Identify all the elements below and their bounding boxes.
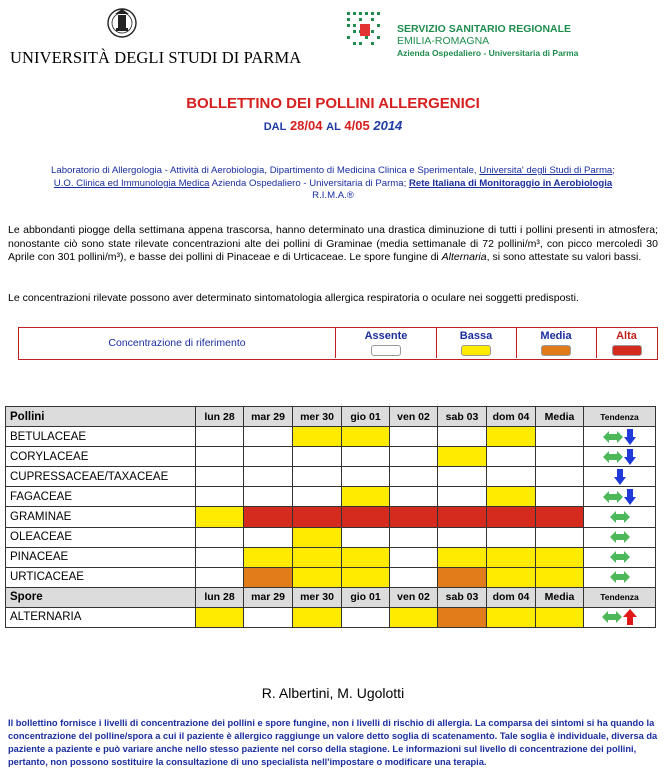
summary-italic: Alternaria: [441, 251, 487, 263]
level-cell: [196, 607, 244, 627]
legend-level-alta: [596, 328, 657, 358]
legend-label: Concentrazione di riferimento: [19, 328, 336, 358]
legend-level-media: [516, 328, 597, 358]
taxon-name: BETULACEAE: [6, 427, 196, 447]
level-cell: [390, 447, 438, 467]
level-cell: [438, 527, 487, 547]
level-cell: [536, 487, 584, 507]
level-cell: [390, 467, 438, 487]
level-cell: [244, 487, 293, 507]
taxon-name: OLEACEAE: [6, 527, 196, 547]
day-header: mer 30: [293, 407, 342, 427]
agency-name-line1: SERVIZIO SANITARIO REGIONALE: [397, 23, 572, 35]
day-header: Media: [536, 587, 584, 607]
level-cell: [244, 467, 293, 487]
level-cell: [536, 607, 584, 627]
agency-name-line2: EMILIA-ROMAGNA: [397, 35, 490, 47]
level-cell: [438, 507, 487, 527]
day-header: gio 01: [342, 407, 390, 427]
legend-swatch: [461, 345, 491, 356]
level-cell: [244, 567, 293, 587]
day-header: dom 04: [487, 407, 536, 427]
trend-stable-icon: [603, 491, 623, 503]
level-cell: [536, 467, 584, 487]
level-cell: [390, 547, 438, 567]
level-cell: [244, 547, 293, 567]
period-al: AL: [326, 121, 341, 133]
level-cell: [342, 447, 390, 467]
authors: R. Albertini, M. Ugolotti: [261, 685, 405, 701]
level-cell: [487, 527, 536, 547]
trend-down-icon: [624, 449, 636, 465]
level-cell: [293, 427, 342, 447]
trend-stable-icon: [603, 431, 623, 443]
university-logo: [8, 6, 302, 67]
level-cell: [536, 547, 584, 567]
legend-level-name: Assente: [364, 330, 408, 342]
pollen-header: Pollini: [6, 407, 196, 427]
level-cell: [342, 547, 390, 567]
trend-cell: [584, 607, 656, 627]
table-row: [6, 527, 656, 547]
table-row: [6, 467, 656, 487]
lab-text-1-end: ;: [612, 165, 615, 176]
level-cell: [390, 567, 438, 587]
level-cell: [196, 447, 244, 467]
trend-cell: [584, 447, 656, 467]
table-row: [6, 567, 656, 587]
level-cell: [487, 547, 536, 567]
day-header: mar 29: [244, 407, 293, 427]
level-cell: [487, 447, 536, 467]
level-cell: [536, 427, 584, 447]
period-end: 4/05: [344, 118, 370, 133]
day-header: gio 01: [342, 587, 390, 607]
trend-down-icon: [624, 489, 636, 505]
table-row: [6, 427, 656, 447]
level-cell: [487, 507, 536, 527]
spore-header-row: [6, 587, 656, 607]
lab-text-3: R.I.M.A.®: [312, 190, 354, 201]
legend-level-bassa: [436, 328, 517, 358]
trend-up-icon: [623, 609, 637, 625]
trend-stable-icon: [602, 611, 622, 623]
level-cell: [342, 427, 390, 447]
university-seal-icon: [106, 6, 138, 42]
trend-stable-icon: [610, 551, 630, 563]
level-cell: [244, 527, 293, 547]
taxon-name: URTICACEAE: [6, 567, 196, 587]
summary-paragraph: [8, 224, 658, 265]
trend-stable-icon: [610, 571, 630, 583]
link-rima[interactable]: Rete Italiana di Monitoraggio in Aerobiologia: [408, 177, 613, 189]
trend-header: Tendenza: [584, 587, 656, 607]
symptoms-paragraph: Le concentrazioni rilevate possono aver determinato sintomatologia allergica respiratoria o oculare nei soggetti predisposti.: [8, 292, 579, 304]
day-header: lun 28: [196, 587, 244, 607]
concentration-legend: [18, 327, 658, 360]
legend-level-assente: [336, 328, 437, 358]
level-cell: [342, 567, 390, 587]
trend-stable-icon: [603, 451, 623, 463]
level-cell: [244, 427, 293, 447]
level-cell: [196, 507, 244, 527]
level-cell: [293, 607, 342, 627]
agency-grid-icon: [345, 10, 385, 50]
day-header: mer 30: [293, 587, 342, 607]
level-cell: [536, 527, 584, 547]
spore-header: Spore: [6, 587, 196, 607]
level-cell: [390, 487, 438, 507]
trend-cell: [584, 427, 656, 447]
trend-cell: [584, 487, 656, 507]
level-cell: [390, 607, 438, 627]
bulletin-title: BOLLETTINO DEI POLLINI ALLERGENICI: [186, 95, 480, 112]
legend-level-name: Bassa: [459, 330, 493, 342]
lab-info: [8, 165, 658, 203]
pollen-table: [5, 406, 656, 628]
day-header: dom 04: [487, 587, 536, 607]
level-cell: [438, 547, 487, 567]
link-clinic[interactable]: U.O. Clinica ed Immunologia Medica: [53, 177, 210, 189]
level-cell: [487, 607, 536, 627]
level-cell: [487, 487, 536, 507]
level-cell: [390, 527, 438, 547]
trend-down-icon: [624, 429, 636, 445]
agency-name-line3: Azienda Ospedaliero - Universitaria di Parma: [397, 48, 579, 58]
level-cell: [342, 507, 390, 527]
level-cell: [536, 567, 584, 587]
level-cell: [390, 427, 438, 447]
lab-text-2: Azienda Ospedaliero - Universitaria di Parma;: [209, 177, 409, 189]
day-header: sab 03: [438, 407, 487, 427]
level-cell: [536, 447, 584, 467]
trend-cell: [584, 527, 656, 547]
taxon-name: GRAMINAE: [6, 507, 196, 527]
trend-stable-icon: [610, 531, 630, 543]
level-cell: [438, 467, 487, 487]
period-year: 2014: [373, 118, 403, 133]
level-cell: [536, 507, 584, 527]
level-cell: [244, 507, 293, 527]
level-cell: [293, 507, 342, 527]
level-cell: [196, 567, 244, 587]
level-cell: [196, 487, 244, 507]
trend-cell: [584, 567, 656, 587]
trend-stable-icon: [610, 511, 630, 523]
university-name: UNIVERSITÀ DEGLI STUDI DI PARMA: [10, 48, 302, 67]
taxon-name: CORYLACEAE: [6, 447, 196, 467]
level-cell: [244, 607, 293, 627]
level-cell: [293, 527, 342, 547]
level-cell: [438, 447, 487, 467]
level-cell: [342, 487, 390, 507]
trend-cell: [584, 507, 656, 527]
day-header: Media: [536, 407, 584, 427]
legend-swatch: [612, 345, 642, 356]
table-row: [6, 447, 656, 467]
level-cell: [342, 467, 390, 487]
level-cell: [438, 607, 487, 627]
period-dal: DAL: [263, 121, 287, 133]
trend-cell: [584, 467, 656, 487]
table-row: [6, 547, 656, 567]
level-cell: [293, 447, 342, 467]
day-header: mar 29: [244, 587, 293, 607]
level-cell: [244, 447, 293, 467]
taxon-name: ALTERNARIA: [6, 607, 196, 627]
link-university[interactable]: Universita' degli Studi di Parma: [479, 165, 613, 176]
level-cell: [342, 527, 390, 547]
day-header: lun 28: [196, 407, 244, 427]
level-cell: [293, 487, 342, 507]
level-cell: [293, 547, 342, 567]
legend-level-name: Media: [540, 330, 572, 342]
level-cell: [293, 467, 342, 487]
legend-swatch: [371, 345, 401, 356]
level-cell: [390, 507, 438, 527]
trend-down-icon: [614, 469, 626, 485]
period-start: 28/04: [289, 118, 323, 133]
level-cell: [293, 567, 342, 587]
legend-swatch: [541, 345, 571, 356]
taxon-name: CUPRESSACEAE/TAXACEAE: [6, 467, 196, 487]
agency-logo: [345, 10, 579, 64]
level-cell: [438, 487, 487, 507]
level-cell: [196, 427, 244, 447]
trend-cell: [584, 547, 656, 567]
level-cell: [196, 527, 244, 547]
taxon-name: PINACEAE: [6, 547, 196, 567]
summary-text-a: Le abbondanti piogge della settimana appena trascorsa, hanno determinato una drastica diminuzione di tutti i pollini presenti in atmosfera; nonostante ciò sono state rilevate concentrazioni alte dei pollini di Graminae (media settimanale di 72 pollini/m³, con picco mercoledì 30 Aprile con 301 pollini/m³), e basse dei pollini di Pinaceae e di Urticaceae. Le spore fungine di: [8, 224, 658, 263]
trend-header: Tendenza: [584, 407, 656, 427]
level-cell: [438, 427, 487, 447]
level-cell: [487, 427, 536, 447]
level-cell: [487, 567, 536, 587]
day-header: ven 02: [390, 587, 438, 607]
taxon-name: FAGACEAE: [6, 487, 196, 507]
table-row: [6, 507, 656, 527]
day-header: sab 03: [438, 587, 487, 607]
level-cell: [196, 467, 244, 487]
level-cell: [196, 547, 244, 567]
level-cell: [487, 467, 536, 487]
table-row: [6, 487, 656, 507]
level-cell: [342, 607, 390, 627]
pollen-header-row: [6, 407, 656, 427]
level-cell: [438, 567, 487, 587]
lab-text-1: Laboratorio di Allergologia - Attività di Aerobiologia, Dipartimento di Medicina Clinica e Sperimentale,: [51, 165, 480, 176]
legend-level-name: Alta: [616, 330, 637, 342]
disclaimer: Il bollettino fornisce i livelli di concentrazione dei pollini e spore fungine, non i livelli di rischio di allergia. La comparsa dei sintomi si ha quando la concentrazione del polline/spora a cui il paziente è allergico raggiunge un valore detto soglia di scatenamento. Tale soglia è individuale, diversa da paziente a paziente e può variare anche nello stesso paziente nel corso della stagione. Le informazioni sul livello di concentrazione dei pollini, pertanto, non possono sostituire la consultazione di uno specialista nell'impostare o modificare una terapia.: [8, 718, 658, 767]
table-row: [6, 607, 656, 627]
bulletin-period: [0, 118, 666, 133]
summary-text-b: , si sono attestate su valori bassi.: [486, 251, 642, 263]
day-header: ven 02: [390, 407, 438, 427]
